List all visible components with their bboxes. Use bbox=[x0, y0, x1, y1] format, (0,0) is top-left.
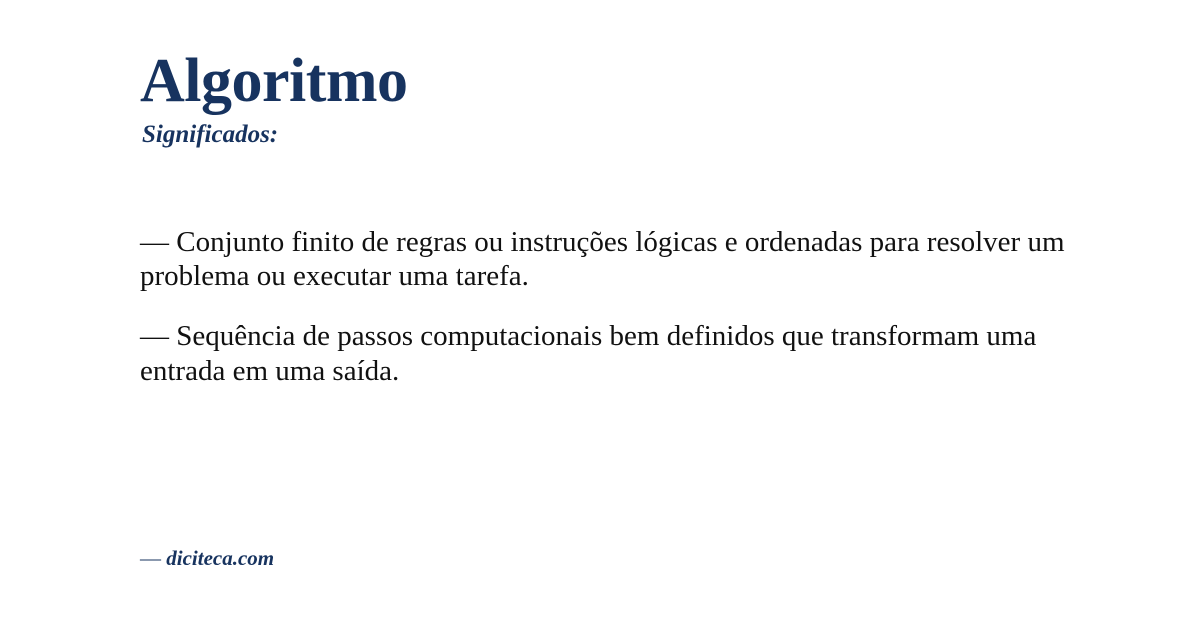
page-title: Algoritmo bbox=[140, 47, 408, 115]
source-name: diciteca.com bbox=[166, 546, 275, 570]
list-item: — Sequência de passos computacionais bem definidos que transformam uma entrada em uma saída. bbox=[140, 320, 1037, 387]
senses-section-label: Significados: bbox=[142, 120, 279, 148]
source-attribution bbox=[140, 546, 274, 571]
list-item: — Conjunto finito de regras ou instruções lógicas e ordenadas para resolver um problema ou executar uma tarefa. bbox=[140, 225, 1065, 293]
source-dash: — bbox=[140, 546, 161, 570]
senses-list bbox=[140, 225, 1070, 388]
